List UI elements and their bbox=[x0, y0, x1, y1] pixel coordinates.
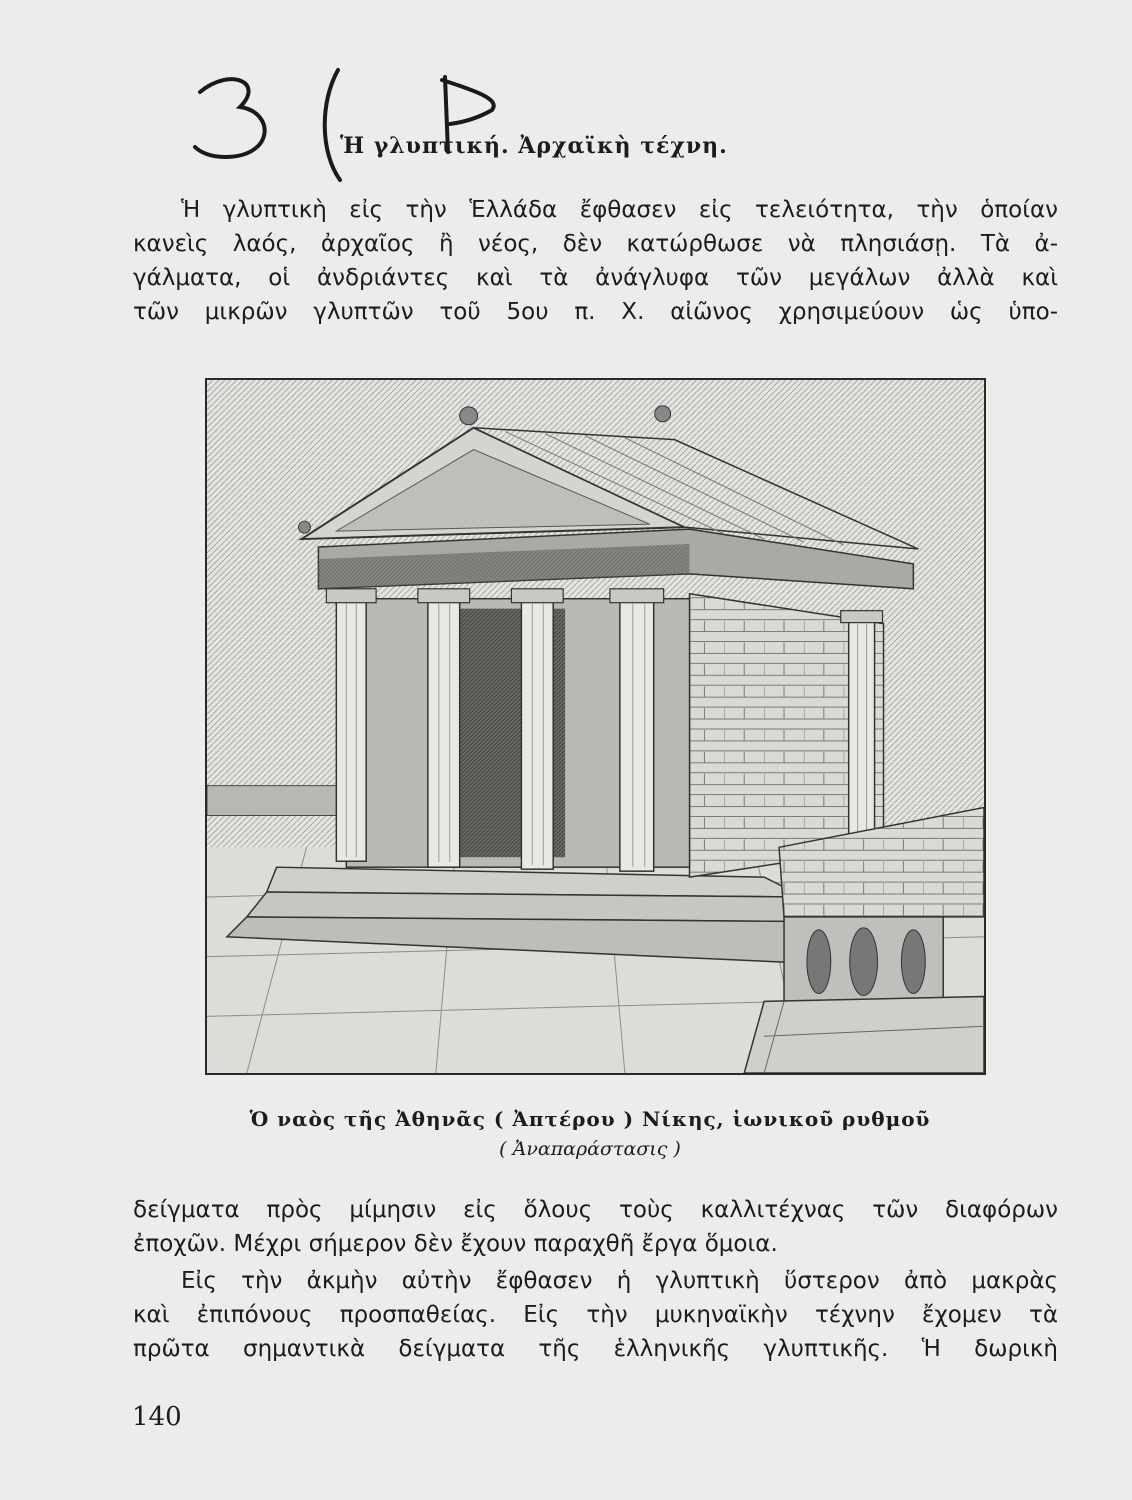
paragraph-top bbox=[133, 193, 1058, 329]
text-line: τῶν μικρῶν γλυπτῶν τοῦ 5ου π. Χ. αἰῶνος χρησιμεύουν ὡς ὑπο- bbox=[133, 299, 1058, 325]
paragraph-last bbox=[133, 1264, 1058, 1366]
text-line: γάλματα, οἱ ἀνδριάντες καὶ τὰ ἀνάγλυφα τῶν μεγάλων ἀλλὰ καὶ bbox=[133, 265, 1058, 291]
text-line: Ἡ γλυπτικὴ εἰς τὴν Ἑλλάδα ἔφθασεν εἰς τελειότητα, τὴν ὁποίαν bbox=[181, 197, 1058, 223]
text-line: πρῶτα σημαντικὰ δείγματα τῆς ἑλληνικῆς γλυπτικῆς. Ἡ δωρικὴ bbox=[133, 1336, 1058, 1362]
figure-caption: Ὁ ναὸς τῆς Ἀθηνᾶς ( Ἀπτέρου ) Νίκης, ἰωνικοῦ ρυθμοῦ bbox=[249, 1107, 931, 1131]
handwritten-note bbox=[180, 62, 520, 192]
text-line: κανεὶς λαός, ἀρχαῖος ἢ νέος, δὲν κατώρθωσε νὰ πλησιάσῃ. Τὰ ἀ- bbox=[133, 231, 1058, 257]
text-line: ἐποχῶν. Μέχρι σήμερον δὲν ἔχουν παραχθῆ ἔργα ὅμοια. bbox=[133, 1231, 778, 1257]
temple-illustration bbox=[205, 378, 986, 1075]
figure-subcaption: ( Ἀναπαράστασις ) bbox=[499, 1138, 681, 1160]
text-line: Εἰς τὴν ἀκμὴν αὐτὴν ἔφθασεν ἡ γλυπτικὴ ὕστερον ἀπὸ μακρὰς bbox=[181, 1268, 1058, 1294]
section-title: Ἡ γλυπτική. Ἀρχαϊκὴ τέχνη. bbox=[340, 133, 728, 159]
text-line: καὶ ἐπιπόνους προσπαθείας. Εἰς τὴν μυκηναϊκὴν τέχνην ἔχομεν τὰ bbox=[133, 1302, 1058, 1328]
paragraph-bottom bbox=[133, 1193, 1058, 1261]
page-number: 140 bbox=[132, 1402, 182, 1432]
text-line: δείγματα πρὸς μίμησιν εἰς ὅλους τοὺς καλλιτέχνας τῶν διαφόρων bbox=[133, 1197, 1058, 1223]
